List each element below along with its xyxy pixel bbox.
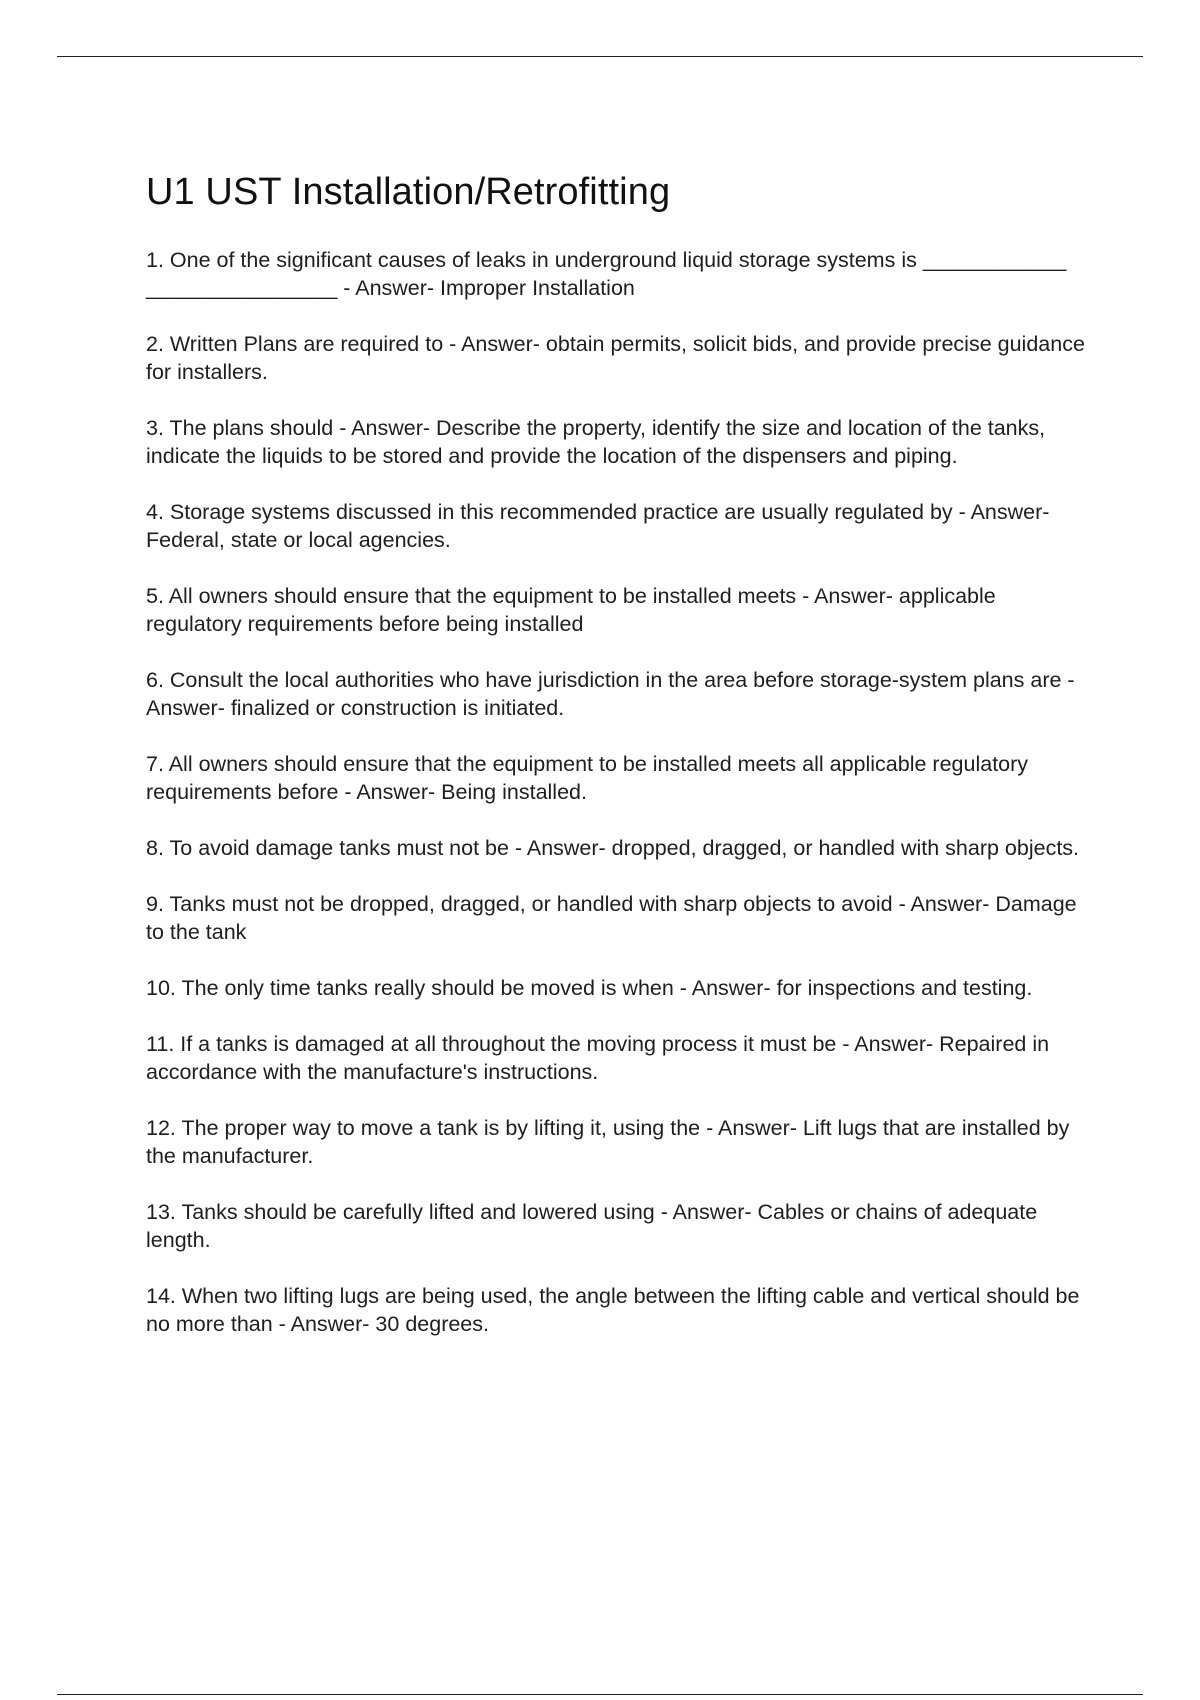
header-rule — [57, 56, 1143, 57]
question-item: 14. When two lifting lugs are being used, the angle between the lifting cable and vertical should be no more than - Answer- 30 degrees. — [146, 1284, 1080, 1336]
question-item: 4. Storage systems discussed in this recommended practice are usually regulated by - Answer- Federal, state or local agencies. — [146, 500, 1050, 552]
page-title: U1 UST Installation/Retrofitting — [146, 171, 671, 213]
question-item: 13. Tanks should be carefully lifted and lowered using - Answer- Cables or chains of adequate length. — [146, 1200, 1038, 1252]
question-item: 12. The proper way to move a tank is by lifting it, using the - Answer- Lift lugs that are installed by the manufacturer. — [146, 1116, 1070, 1168]
question-item: 5. All owners should ensure that the equipment to be installed meets - Answer- applicable regulatory requirements before being installed — [146, 584, 996, 636]
question-item: 7. All owners should ensure that the equipment to be installed meets all applicable regulatory requirements before - Answer- Being installed. — [146, 752, 1029, 804]
footer-rule — [57, 1694, 1143, 1695]
document-body — [146, 168, 1086, 1366]
question-item: 2. Written Plans are required to - Answer- obtain permits, solicit bids, and provide precise guidance for installers. — [146, 332, 1085, 384]
question-item: 9. Tanks must not be dropped, dragged, or handled with sharp objects to avoid - Answer- Damage to the tank — [146, 892, 1077, 944]
question-item: 10. The only time tanks really should be moved is when - Answer- for inspections and testing. — [146, 976, 1033, 1000]
question-item: 8. To avoid damage tanks must not be - Answer- dropped, dragged, or handled with sharp objects. — [146, 836, 1080, 860]
question-item: 6. Consult the local authorities who have jurisdiction in the area before storage-system plans are - Answer- finalized or construction is initiated. — [146, 668, 1075, 720]
question-item: 1. One of the significant causes of leaks in underground liquid storage systems is ____________ ________________ - Answer- Improper Installation — [146, 248, 1067, 300]
question-item: 3. The plans should - Answer- Describe the property, identify the size and location of the tanks, indicate the liquids to be stored and provide the location of the dispensers and piping. — [146, 416, 1046, 468]
question-item: 11. If a tanks is damaged at all throughout the moving process it must be - Answer- Repaired in accordance with the manufacture's instructions. — [146, 1032, 1050, 1084]
